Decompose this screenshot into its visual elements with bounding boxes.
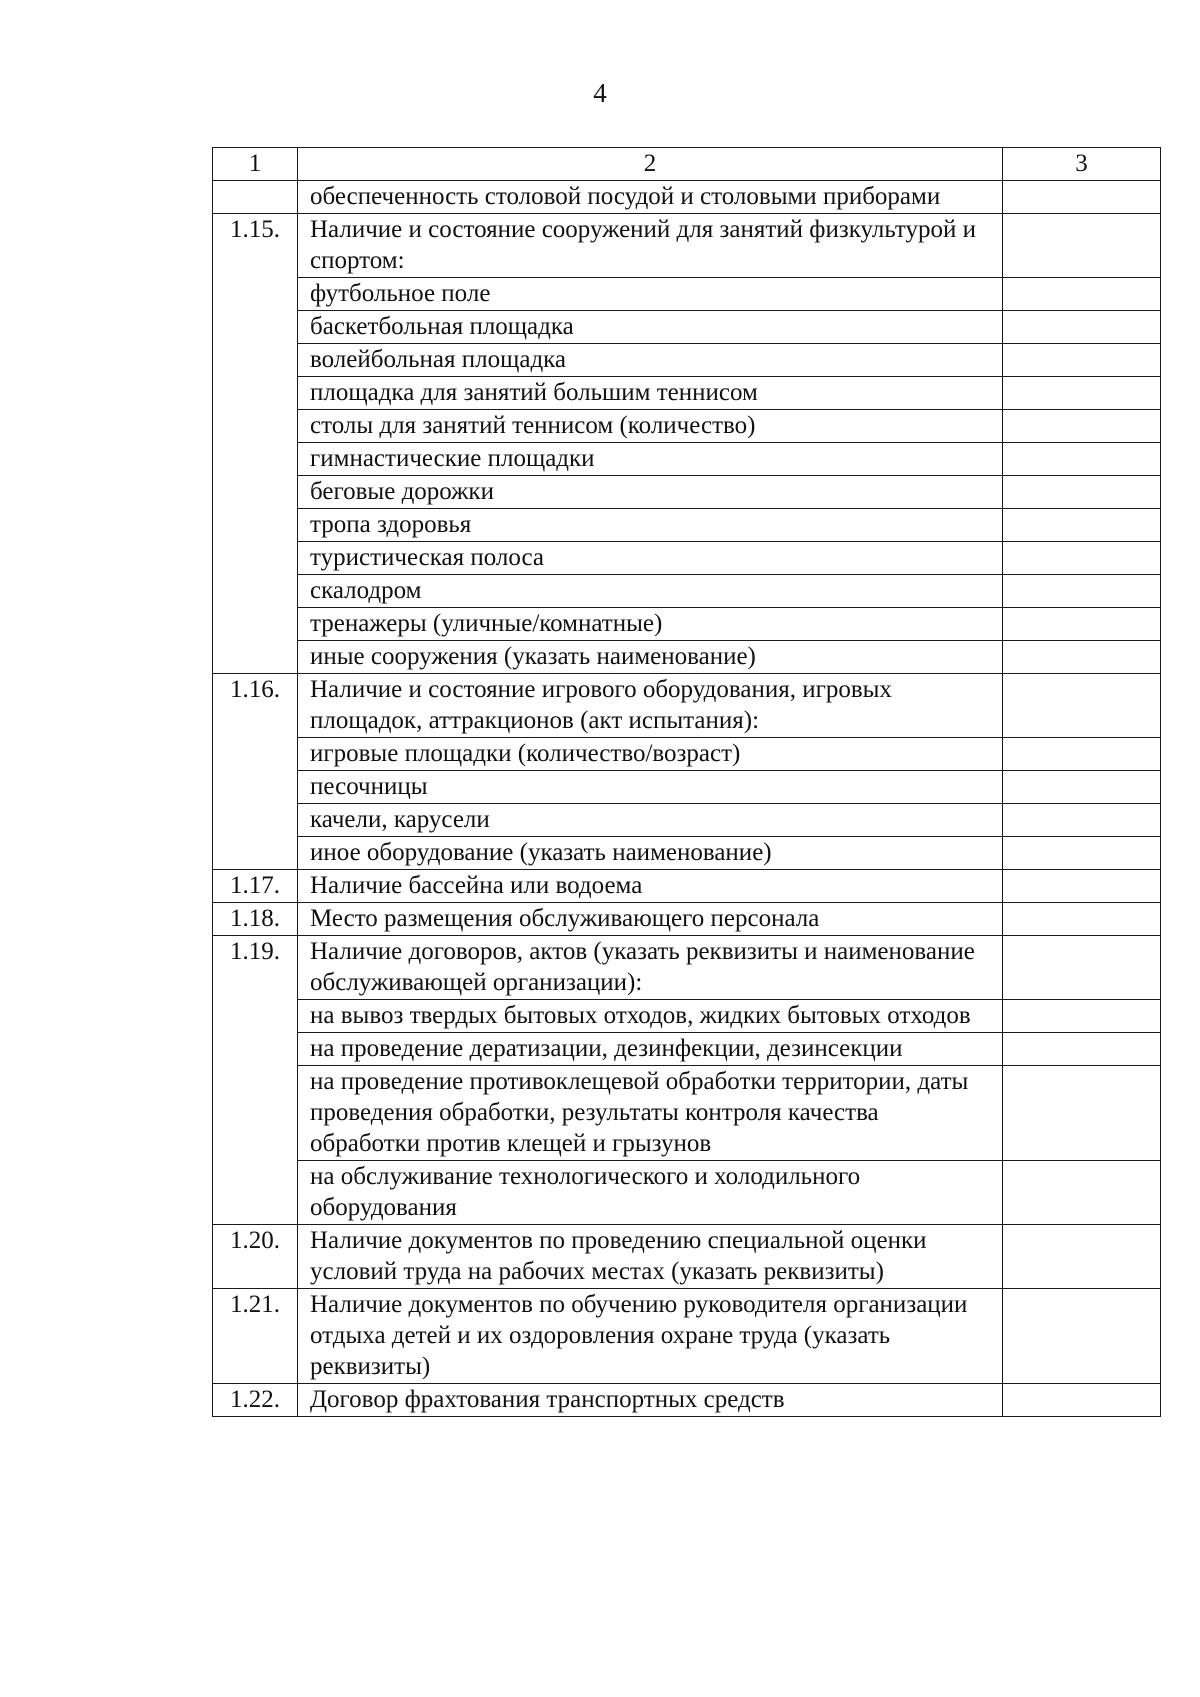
row-number — [213, 1161, 298, 1225]
table-row — [213, 278, 1161, 311]
table-row — [213, 344, 1161, 377]
row-value — [1003, 804, 1161, 837]
checklist-table — [212, 147, 1161, 1417]
row-text: игровые площадки (количество/возраст) — [298, 738, 1003, 771]
table-row — [213, 1289, 1161, 1384]
row-value — [1003, 1289, 1161, 1384]
row-text: волейбольная площадка — [298, 344, 1003, 377]
table-row — [213, 771, 1161, 804]
table-row — [213, 738, 1161, 771]
row-number — [213, 1066, 298, 1161]
row-text: гимнастические площадки — [298, 443, 1003, 476]
row-value — [1003, 1225, 1161, 1289]
row-number — [213, 278, 298, 311]
table-row — [213, 575, 1161, 608]
table-row — [213, 542, 1161, 575]
row-number — [213, 804, 298, 837]
table-row — [213, 1033, 1161, 1066]
row-text: Договор фрахтования транспортных средств — [298, 1384, 1003, 1417]
table-row — [213, 509, 1161, 542]
table-row — [213, 181, 1161, 214]
row-value — [1003, 608, 1161, 641]
row-text: тропа здоровья — [298, 509, 1003, 542]
table-row — [213, 903, 1161, 936]
table-row — [213, 410, 1161, 443]
table-row — [213, 377, 1161, 410]
row-number: 1.20. — [213, 1225, 298, 1289]
row-text: Наличие бассейна или водоема — [298, 870, 1003, 903]
table-row — [213, 1161, 1161, 1225]
row-value — [1003, 738, 1161, 771]
table-row — [213, 214, 1161, 278]
row-number — [213, 311, 298, 344]
row-value — [1003, 476, 1161, 509]
row-value — [1003, 278, 1161, 311]
row-value — [1003, 1161, 1161, 1225]
table-row — [213, 641, 1161, 674]
row-text: на обслуживание технологического и холодильного оборудования — [298, 1161, 1003, 1225]
row-value — [1003, 214, 1161, 278]
row-text: Наличие документов по обучению руководителя организации отдыха детей и их оздоровления охране труда (указать реквизиты) — [298, 1289, 1003, 1384]
row-text: баскетбольная площадка — [298, 311, 1003, 344]
row-number: 1.15. — [213, 214, 298, 278]
row-value — [1003, 344, 1161, 377]
row-number — [213, 771, 298, 804]
row-text: Наличие договоров, актов (указать реквизиты и наименование обслуживающей организации): — [298, 936, 1003, 1000]
table-row — [213, 443, 1161, 476]
row-text: площадка для занятий большим теннисом — [298, 377, 1003, 410]
table-row — [213, 674, 1161, 738]
table-row — [213, 608, 1161, 641]
row-value — [1003, 903, 1161, 936]
table-row — [213, 936, 1161, 1000]
row-number — [213, 410, 298, 443]
row-number: 1.17. — [213, 870, 298, 903]
row-value — [1003, 181, 1161, 214]
row-number — [213, 443, 298, 476]
row-number: 1.16. — [213, 674, 298, 738]
row-number — [213, 738, 298, 771]
row-value — [1003, 641, 1161, 674]
row-number — [213, 344, 298, 377]
table-row — [213, 804, 1161, 837]
row-number — [213, 542, 298, 575]
row-value — [1003, 1033, 1161, 1066]
row-text: футбольное поле — [298, 278, 1003, 311]
row-value — [1003, 771, 1161, 804]
column-header-1: 1 — [213, 148, 298, 181]
row-number — [213, 575, 298, 608]
row-text: иные сооружения (указать наименование) — [298, 641, 1003, 674]
row-text: скалодром — [298, 575, 1003, 608]
table-row — [213, 1066, 1161, 1161]
row-text: иное оборудование (указать наименование) — [298, 837, 1003, 870]
column-header-2: 2 — [298, 148, 1003, 181]
row-value — [1003, 936, 1161, 1000]
column-header-3: 3 — [1003, 148, 1161, 181]
row-number — [213, 608, 298, 641]
table-row — [213, 1000, 1161, 1033]
row-text: туристическая полоса — [298, 542, 1003, 575]
row-value — [1003, 1000, 1161, 1033]
row-text: на проведение противоклещевой обработки территории, даты проведения обработки, результаты контроля качества обработки против клещей и грызунов — [298, 1066, 1003, 1161]
row-text: качели, карусели — [298, 804, 1003, 837]
row-value — [1003, 1384, 1161, 1417]
row-text: Место размещения обслуживающего персонала — [298, 903, 1003, 936]
row-value — [1003, 1066, 1161, 1161]
table-header-row — [213, 148, 1161, 181]
table-row — [213, 1225, 1161, 1289]
row-text: столы для занятий теннисом (количество) — [298, 410, 1003, 443]
row-number — [213, 509, 298, 542]
page-number: 4 — [593, 78, 607, 108]
table-row — [213, 870, 1161, 903]
table-row — [213, 476, 1161, 509]
row-number — [213, 837, 298, 870]
row-value — [1003, 542, 1161, 575]
row-text: Наличие и состояние сооружений для занятий физкультурой и спортом: — [298, 214, 1003, 278]
row-value — [1003, 575, 1161, 608]
row-text: Наличие и состояние игрового оборудования, игровых площадок, аттракционов (акт испытания): — [298, 674, 1003, 738]
row-value — [1003, 837, 1161, 870]
row-number: 1.21. — [213, 1289, 298, 1384]
row-value — [1003, 311, 1161, 344]
row-text: обеспеченность столовой посудой и столовыми приборами — [298, 181, 1003, 214]
row-text: Наличие документов по проведению специальной оценки условий труда на рабочих местах (указать реквизиты) — [298, 1225, 1003, 1289]
row-value — [1003, 410, 1161, 443]
row-number — [213, 1033, 298, 1066]
table-row — [213, 1384, 1161, 1417]
row-number: 1.22. — [213, 1384, 298, 1417]
row-text: на проведение дератизации, дезинфекции, дезинсекции — [298, 1033, 1003, 1066]
row-number — [213, 476, 298, 509]
row-text: на вывоз твердых бытовых отходов, жидких бытовых отходов — [298, 1000, 1003, 1033]
row-number — [213, 181, 298, 214]
table-row — [213, 311, 1161, 344]
row-number: 1.18. — [213, 903, 298, 936]
row-value — [1003, 377, 1161, 410]
row-number — [213, 641, 298, 674]
row-value — [1003, 443, 1161, 476]
row-text: песочницы — [298, 771, 1003, 804]
row-value — [1003, 674, 1161, 738]
row-number — [213, 377, 298, 410]
row-text: беговые дорожки — [298, 476, 1003, 509]
row-value — [1003, 509, 1161, 542]
row-value — [1003, 870, 1161, 903]
row-number: 1.19. — [213, 936, 298, 1000]
table-row — [213, 837, 1161, 870]
row-number — [213, 1000, 298, 1033]
row-text: тренажеры (уличные/комнатные) — [298, 608, 1003, 641]
